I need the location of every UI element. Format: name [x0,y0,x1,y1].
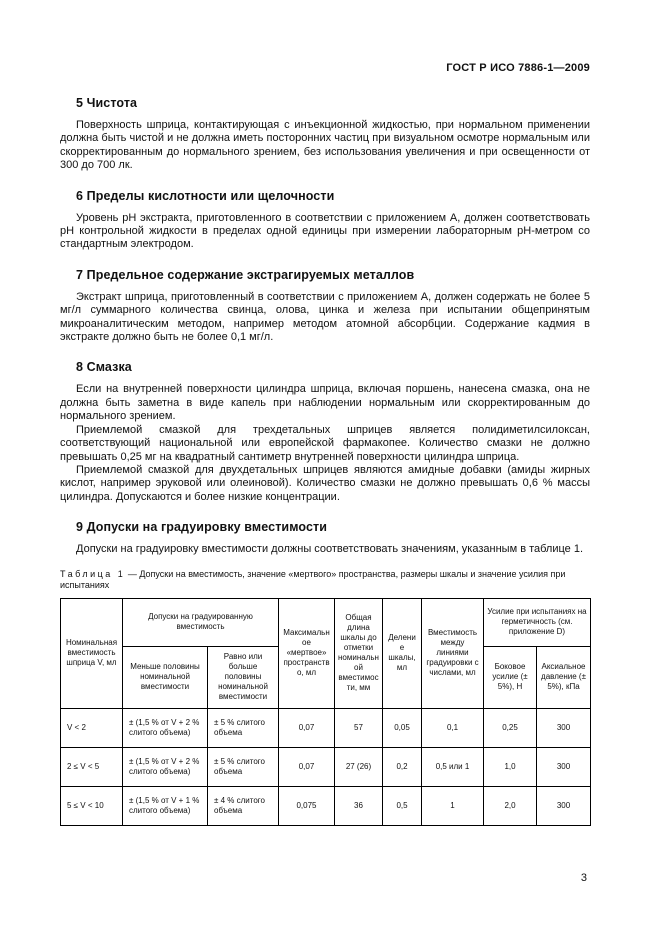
table-cell: 300 [537,747,591,786]
table-cell: ± 5 % слитого объема [208,708,279,747]
table-header-group-row [61,598,591,646]
table-cell: 0,25 [484,708,537,747]
table-row-2-to-5 [61,747,591,786]
table-1-tolerances [60,598,591,826]
table-cell: ± (1,5 % от V + 2 % слитого объема) [123,747,208,786]
table-cell: 0,07 [279,747,335,786]
table-cell: ± 5 % слитого объема [208,747,279,786]
table-caption-text: — Допуски на вместимость, значение «мертвого» пространства, размеры шкалы и значение усилия при испытаниях [60,568,566,591]
section-8-paragraph-1: Если на внутренней поверхности цилиндра шприца, включая поршень, нанесена смазка, она не должна быть заметна в виде капель при наблюдении нормальным или скорректированным до нормального зрением. [60,383,590,423]
col-header-scale-length: Общая длина шкалы до отметки номинальной вместимости, мм [335,598,383,708]
section-8-title: 8 Смазка [76,360,132,375]
table-cell: 2,0 [484,786,537,825]
section-5-title: 5 Чистота [76,96,138,110]
section-5-cleanliness [60,96,590,173]
col-group-graduated-tolerance: Допуски на градуированную вместимость [123,598,279,646]
table-cell: 0,05 [383,708,422,747]
document-number: ГОСТ Р ИСО 7886-1—2009 [446,62,590,74]
col-header-dead-space: Максимальное «мертвое» пространство, мл [279,598,335,708]
section-6-title: 6 Пределы кислотности или щелочности [76,188,335,203]
section-5-paragraph: Поверхность шприца, контактирующая с инъекционной жидкостью, при нормальном применении должна быть чистой и не должна иметь посторонних частиц при визуальном осмотре нормальным или скорректированным до нормального зрением, без использования увеличения и при освещенности от 300 до 700 лк. [60,119,590,172]
table-cell: 57 [335,708,383,747]
table-cell: ± 4 % слитого объема [208,786,279,825]
table-cell: 5 ≤ V < 10 [61,786,123,825]
section-7-title: 7 Предельное содержание экстрагируемых металлов [76,267,415,282]
table-cell: 0,5 или 1 [422,747,484,786]
table-cell: ± (1,5 % от V + 1 % слитого объема) [123,786,208,825]
table-cell: V < 2 [61,708,123,747]
col-header-nominal-capacity: Номинальная вместимость шприца V, мл [61,598,123,708]
table-cell: ± (1,5 % от V + 2 % слитого объема) [123,708,208,747]
section-6-paragraph: Уровень pH экстракта, приготовленного в соответствии с приложением А, должен соответствовать pH контрольной жидкости в пределах одной единицы при измерении лабораторным pH-метром со стандартным электродом. [60,211,590,251]
table-cell: 0,2 [383,747,422,786]
table-row-5-to-10 [61,786,591,825]
section-7-extractable-metals [60,268,590,345]
col-header-lateral-force: Боковое усилие (± 5%), Н [484,646,537,708]
col-header-axial-pressure: Аксиальное давление (± 5%), кПа [537,646,591,708]
table-cell: 2 ≤ V < 5 [61,747,123,786]
section-8-paragraph-2: Приемлемой смазкой для трехдетальных шприцев является полидиметилсилоксан, соответствующий национальной или европейской фармакопее. Количество смазки не должно превышать 0,25 мг на квадратный сантиметр внутренней поверхности цилиндра шприца. [60,423,590,463]
table-cell: 300 [537,786,591,825]
section-8-paragraph-3: Приемлемой смазкой для двухдетальных шприцев являются амидные добавки (амиды жирных кислот, например эруковой или олеиновой). Количество смазки не должно превышать 0,6 % массы цилиндра. Допускаются и более низкие концентрации. [60,463,590,503]
col-header-scale-division: Деление шкалы, мл [383,598,422,708]
col-header-equal-or-more-half: Равно или больше половины номинальной вместимости [208,646,279,708]
table-cell: 1 [422,786,484,825]
section-8-lubricant [60,360,590,504]
section-9-title: 9 Допуски на градуировку вместимости [76,520,328,535]
table-cell: 0,07 [279,708,335,747]
col-group-leakage-force: Усилие при испытаниях на герметичность (см. приложение D) [484,598,591,646]
section-9-graduation-tolerances [60,520,590,556]
col-header-less-than-half: Меньше половины номинальной вместимости [123,646,208,708]
table-cell: 27 (26) [335,747,383,786]
page-number: 3 [580,872,587,884]
section-7-paragraph: Экстракт шприца, приготовленный в соответствии с приложением А, должен содержать не более 5 мг/л суммарного количества свинца, олова, цинка и железа при испытании общепринятым микроаналитическим методом, например методом атомной абсорбции. Содержание кадмия в экстракте должно быть не более 0,1 мг/л. [60,290,590,344]
section-9-paragraph: Допуски на градуировку вместимости должны соответствовать значениям, указанным в таблице 1. [76,543,584,556]
table-caption-label: Таблица 1 [60,568,126,579]
col-header-capacity-between-lines: Вместимость между линиями градуировки с числами, мл [422,598,484,708]
section-6-acidity-limits [60,189,590,252]
table-cell: 0,1 [422,708,484,747]
table-cell: 1,0 [484,747,537,786]
table-cell: 300 [537,708,591,747]
table-cell: 0,5 [383,786,422,825]
table-cell: 36 [335,786,383,825]
table-cell: 0,075 [279,786,335,825]
table-caption [60,569,590,592]
table-row-v-less-2 [61,708,591,747]
